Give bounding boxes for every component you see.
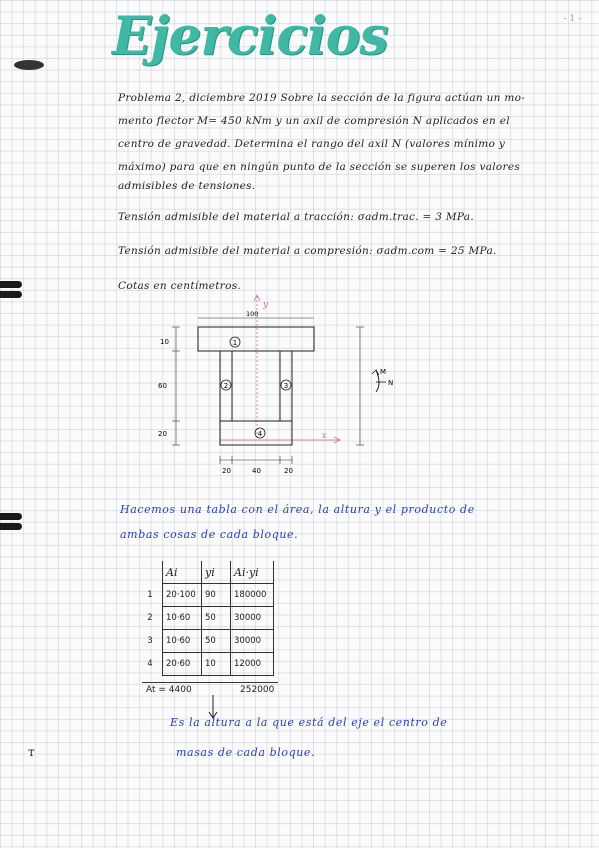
intro-line-1: Hacemos una tabla con el área, la altura y el producto de	[120, 503, 475, 516]
bottom-dim-40: 40	[252, 467, 261, 475]
units-note: Cotas en centímetros.	[118, 280, 242, 292]
y-axis-label: y	[263, 300, 269, 310]
cell-ai: 10·60	[163, 607, 202, 630]
header-ai: Ai	[163, 561, 202, 584]
intro-line-2: ambas cosas de cada bloque.	[120, 528, 299, 541]
binder-ring-mark	[0, 523, 22, 530]
cell-yi: 50	[202, 630, 231, 653]
total-product: 252000	[240, 685, 275, 695]
x-axis-label: x	[322, 431, 327, 440]
block-3-label: 3	[283, 382, 289, 390]
header-yi: yi	[202, 561, 231, 584]
page-number: - 1 -	[563, 14, 581, 24]
total-area: At = 4400	[146, 685, 192, 695]
cell-yi: 50	[202, 607, 231, 630]
pen-mark: ᴛ	[28, 745, 35, 759]
table-row	[138, 584, 274, 607]
cell-aiyi: 180000	[231, 584, 274, 607]
binder-ring-mark	[0, 291, 22, 298]
row-id: 4	[147, 659, 153, 669]
punch-hole	[14, 60, 44, 70]
moment-label: M	[380, 368, 387, 376]
cross-section-figure	[150, 292, 410, 482]
row-id: 3	[147, 636, 153, 646]
binder-ring-mark	[0, 513, 22, 520]
totals-rule	[142, 682, 278, 683]
block-2-label: 2	[223, 382, 229, 390]
table-row	[138, 607, 274, 630]
cell-ai: 10·60	[163, 630, 202, 653]
left-dim-20: 20	[158, 430, 167, 438]
row-id: 2	[147, 613, 153, 623]
page-title: Ejercicios	[112, 6, 388, 67]
binder-ring-mark	[0, 281, 22, 288]
cell-ai: 20·60	[163, 653, 202, 676]
block-1-flange	[198, 327, 314, 351]
problem-line-5: admisibles de tensiones.	[118, 180, 256, 192]
note-line-2: masas de cada bloque.	[176, 746, 316, 759]
problem-line-2: mento flector M= 450 kNm y un axil de compresión N aplicados en el	[118, 115, 510, 127]
left-dim-60: 60	[158, 382, 167, 390]
table-header-row	[138, 561, 274, 584]
cell-yi: 10	[202, 653, 231, 676]
bottom-dim-20-right: 20	[284, 467, 293, 475]
problem-line-3: centro de gravedad. Determina el rango del axil N (valores mínimo y	[118, 138, 506, 150]
cell-aiyi: 30000	[231, 630, 274, 653]
moment-icon	[376, 370, 379, 392]
block-4-label: 4	[257, 430, 263, 438]
left-dim-10: 10	[160, 338, 169, 346]
compression-tension-line: Tensión admisible del material a compresión: σadm.com = 25 MPa.	[118, 245, 497, 257]
header-aiyi: Ai·yi	[231, 561, 274, 584]
problem-line-1: Problema 2, diciembre 2019 Sobre la sección de la figura actúan un mo-	[118, 92, 526, 104]
block-4-bottom	[220, 421, 292, 445]
traction-tension-line: Tensión admisible del material a tracción: σadm.trac. = 3 MPa.	[118, 211, 474, 223]
problem-line-4: máximo) para que en ningún punto de la sección se superen los valores	[118, 161, 521, 173]
table-corner	[138, 561, 163, 584]
block-1-label: 1	[232, 339, 238, 347]
note-line-1: Es la altura a la que está del eje el centro de	[170, 716, 448, 729]
cell-yi: 90	[202, 584, 231, 607]
cell-ai: 20·100	[163, 584, 202, 607]
row-id: 1	[147, 590, 153, 600]
top-dim-100: 100	[246, 310, 259, 318]
table-row	[138, 653, 274, 676]
area-table	[138, 561, 274, 676]
cell-aiyi: 12000	[231, 653, 274, 676]
bottom-dim-20-left: 20	[222, 467, 231, 475]
cell-aiyi: 30000	[231, 607, 274, 630]
table-row	[138, 630, 274, 653]
axial-label: N	[388, 379, 394, 387]
